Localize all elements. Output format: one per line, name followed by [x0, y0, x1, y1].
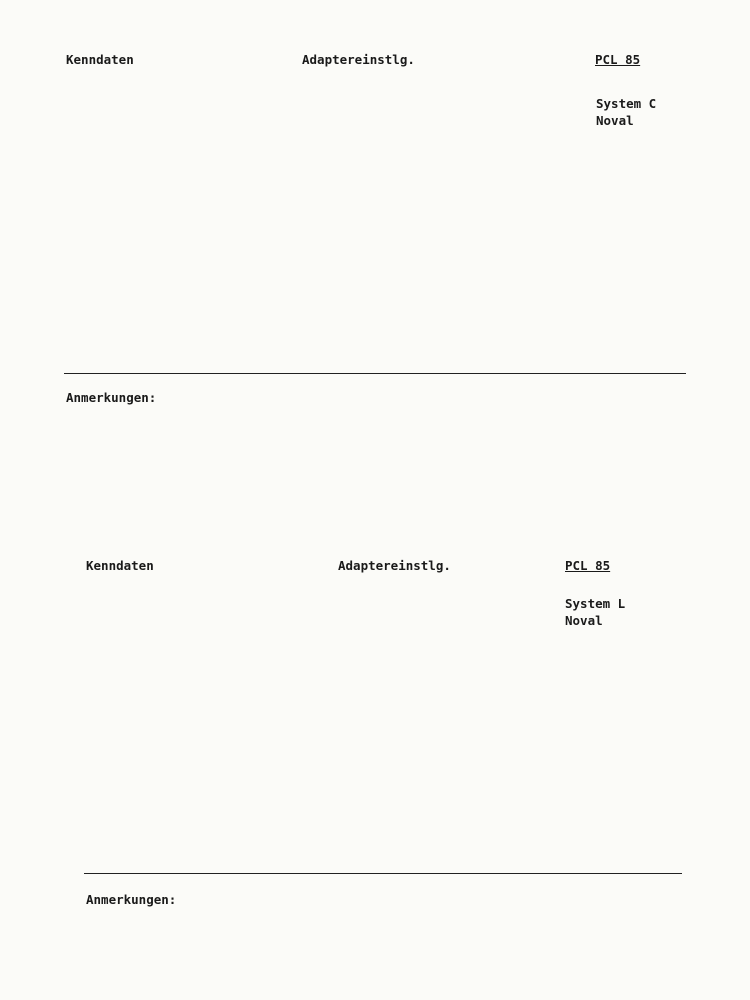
pin-row [0, 218, 750, 234]
section-divider [64, 373, 686, 374]
remarks-heading: Anmerkungen: [66, 390, 157, 405]
remark-row [0, 424, 750, 440]
adapter-settings-heading: Adaptereinstlg. [338, 558, 451, 573]
pin-row [0, 130, 750, 146]
section-divider [84, 873, 682, 874]
remarks-heading: Anmerkungen: [86, 892, 177, 907]
pin-row [0, 165, 750, 181]
characteristic-row [0, 112, 750, 128]
pin-row [0, 649, 750, 665]
remark-row [0, 932, 750, 948]
pin-row [0, 253, 750, 269]
pin-row [0, 758, 750, 774]
pin-row [0, 183, 750, 199]
pin-row [0, 777, 750, 793]
tube-type-label: PCL 85 [595, 52, 641, 67]
pin-row [0, 686, 750, 702]
adapter-settings-heading: Adaptereinstlg. [302, 52, 415, 67]
remark-row [0, 950, 750, 966]
pin-row [0, 270, 750, 286]
kenndaten-heading: Kenndaten [86, 558, 154, 573]
pin-row [0, 667, 750, 683]
system-title: System C [596, 96, 657, 111]
characteristic-row [0, 613, 750, 629]
base-type: Noval [565, 613, 603, 628]
pin-row [0, 148, 750, 164]
pin-row [0, 740, 750, 756]
base-type: Noval [596, 113, 634, 128]
tube-type-label: PCL 85 [565, 558, 611, 573]
characteristic-row [0, 595, 750, 611]
system-title: System L [565, 596, 626, 611]
pin-row [0, 235, 750, 251]
pin-row [0, 704, 750, 720]
remark-row [0, 440, 750, 456]
pin-row [0, 722, 750, 738]
kenndaten-heading: Kenndaten [66, 52, 134, 67]
pin-row [0, 200, 750, 216]
pin-row [0, 631, 750, 647]
